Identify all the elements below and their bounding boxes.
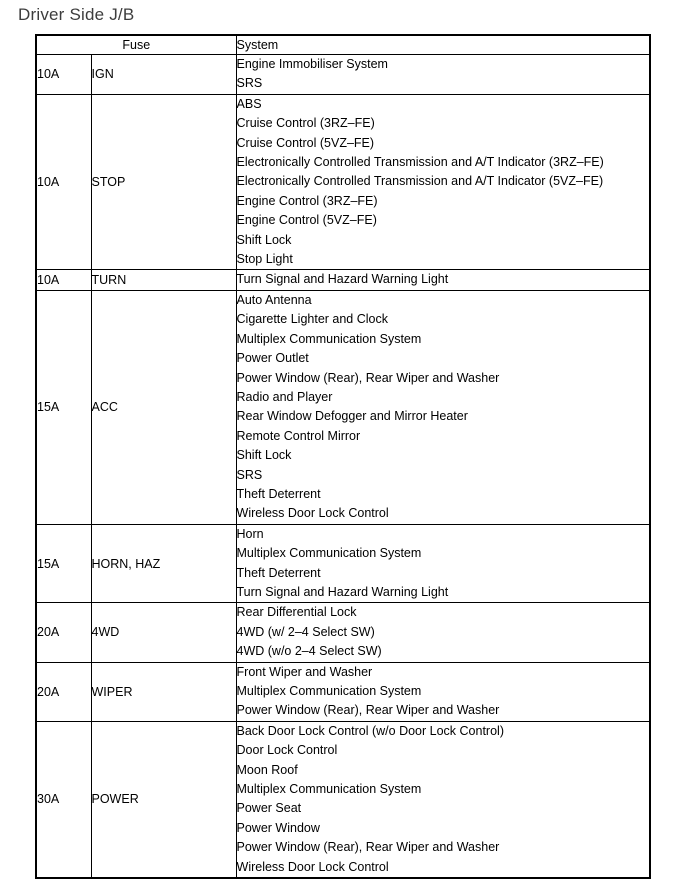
system-item: Multiplex Communication System [236,684,422,698]
fuse-row [36,524,650,603]
fuse-systems-cell [236,721,650,878]
system-item: ABS [236,96,262,111]
fuse-row [36,290,650,524]
fuse-row [36,662,650,721]
fuse-amperage: 15A [36,290,91,524]
system-item: SRS [236,76,263,91]
fuse-row [36,270,650,290]
fuse-column-header: Fuse [36,35,236,55]
system-item: Power Outlet [236,351,309,366]
fuse-amperage: 30A [36,721,91,878]
fuse-table [35,34,651,879]
system-item: Turn Signal and Hazard Warning Light [236,584,449,599]
system-item: Engine Control (3RZ–FE) [236,193,378,208]
system-item: 4WD (w/o 2–4 Select SW) [236,644,382,659]
fuse-systems-cell [236,270,650,290]
system-item: Rear Window Defogger and Mirror Heater [236,409,468,424]
system-item: Power Window [236,820,320,835]
fuse-name: HORN, HAZ [91,524,236,603]
fuse-amperage: 10A [36,270,91,290]
fuse-row [36,94,650,270]
system-column-header: System [236,35,650,55]
system-item: Electronically Controlled Transmission and A/T Indicator (5VZ–FE) [236,174,604,189]
fuse-row [36,603,650,662]
system-item: Multiplex Communication System [236,546,422,561]
fuse-amperage: 10A [36,94,91,270]
fuse-row [36,55,650,95]
system-item: Multiplex Communication System [236,331,422,346]
fuse-amperage: 20A [36,662,91,721]
fuse-row [36,721,650,878]
fuse-name: ACC [91,290,236,524]
system-item: Back Door Lock Control (w/o Door Lock Control) [236,723,504,738]
fuse-name: WIPER [91,662,236,721]
system-item: Cruise Control (5VZ–FE) [236,135,375,150]
fuse-systems-cell [236,55,650,95]
system-item: Moon Roof [236,762,298,777]
system-item: Radio and Player [236,389,333,404]
system-item: Remote Control Mirror [236,428,361,443]
system-item: Horn [236,526,264,541]
page-title: Driver Side J/B [18,5,135,24]
system-item: Rear Differential Lock [236,605,357,620]
system-item: Cigarette Lighter and Clock [236,312,388,327]
fuse-name: STOP [91,94,236,270]
system-item: Wireless Door Lock Control [236,506,389,521]
fuse-systems-cell [236,290,650,524]
fuse-name: POWER [91,721,236,878]
fuse-name: 4WD [91,603,236,662]
system-item: Cruise Control (3RZ–FE) [236,116,375,131]
system-item: SRS [236,467,263,482]
fuse-name: TURN [91,270,236,290]
system-item: Shift Lock [236,232,292,247]
system-item: Theft Deterrent [236,565,321,580]
system-item: Engine Control (5VZ–FE) [236,213,377,228]
fuse-systems-cell [236,524,650,603]
system-item: Stop Light [236,252,293,267]
system-item: Turn Signal and Hazard Warning Light [236,272,449,287]
system-item: Wireless Door Lock Control [236,859,389,874]
fuse-table-body [36,55,650,879]
system-item: Power Window (Rear), Rear Wiper and Washer [236,703,500,718]
system-item: Engine Immobiliser System [236,57,388,71]
system-item: Front Wiper and Washer [236,664,373,679]
system-item: Theft Deterrent [236,486,321,501]
system-item: 4WD (w/ 2–4 Select SW) [236,624,375,639]
system-item: Power Seat [236,801,302,816]
system-item: Power Window (Rear), Rear Wiper and Washer [236,840,500,855]
fuse-amperage: 20A [36,603,91,662]
fuse-amperage: 15A [36,524,91,603]
system-item: Electronically Controlled Transmission and A/T Indicator (3RZ–FE) [236,155,604,170]
system-item: Door Lock Control [236,743,338,758]
fuse-systems-cell [236,603,650,662]
table-header-row [36,35,650,55]
fuse-amperage: 10A [36,55,91,95]
system-item: Shift Lock [236,448,292,463]
fuse-name: IGN [91,55,236,95]
fuse-systems-cell [236,94,650,270]
fuse-systems-cell [236,662,650,721]
system-item: Auto Antenna [236,292,312,307]
system-item: Multiplex Communication System [236,782,422,797]
system-item: Power Window (Rear), Rear Wiper and Washer [236,370,500,385]
